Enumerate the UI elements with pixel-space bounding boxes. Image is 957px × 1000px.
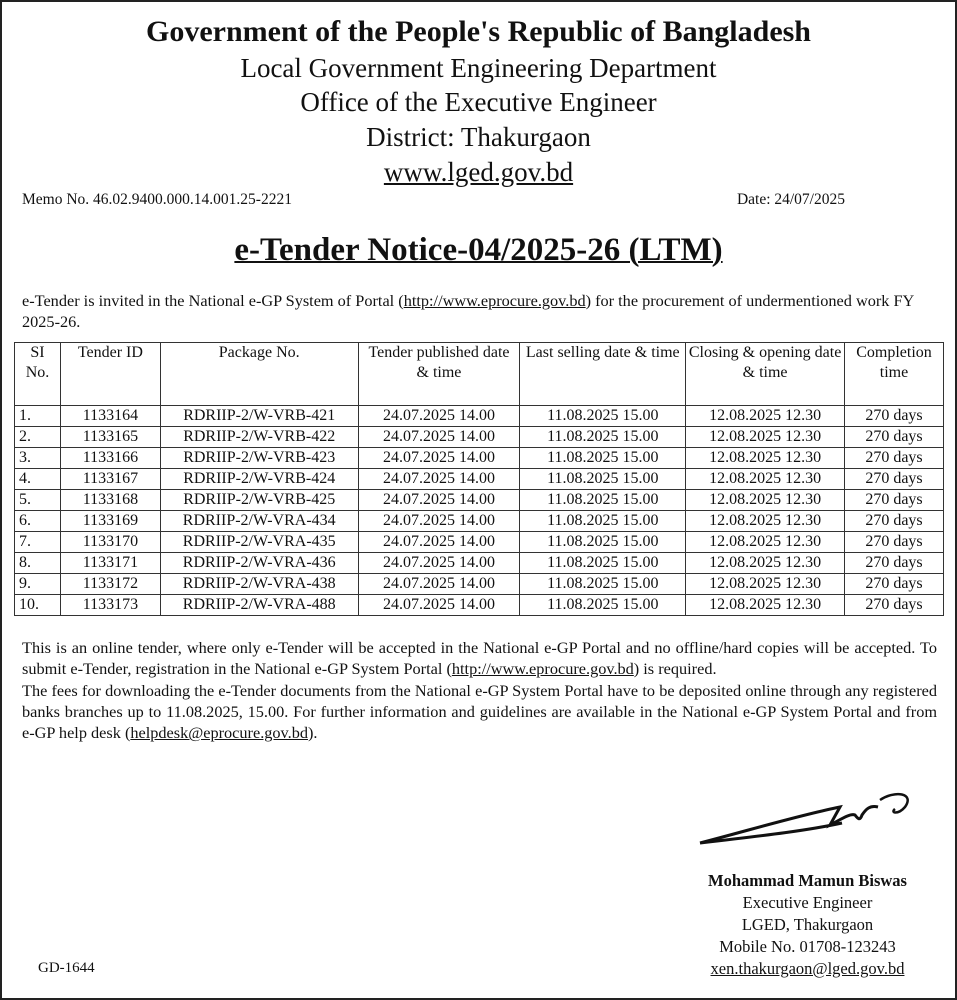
column-header: Last selling date & time [520,343,686,406]
column-header: Package No. [160,343,358,406]
table-cell: RDRIIP-2/W-VRB-422 [160,427,358,448]
table-cell: 12.08.2025 12.30 [686,448,845,469]
table-cell: 1133170 [60,532,160,553]
table-cell: 24.07.2025 14.00 [358,427,520,448]
table-cell: 11.08.2025 15.00 [520,532,686,553]
column-header: Tender ID [60,343,160,406]
table-row [15,511,944,532]
memo-number: Memo No. 46.02.9400.000.14.001.25-2221 [22,191,292,208]
table-cell: 11.08.2025 15.00 [520,406,686,427]
table-cell: 7. [15,532,61,553]
table-cell: RDRIIP-2/W-VRA-435 [160,532,358,553]
table-cell: 12.08.2025 12.30 [686,511,845,532]
signatory-block [680,870,935,980]
department-heading: Local Government Engineering Department [240,53,717,83]
table-cell: 1133171 [60,553,160,574]
table-cell: 1133168 [60,490,160,511]
table-cell: 11.08.2025 15.00 [520,553,686,574]
signatory-name: Mohammad Mamun Biswas [708,871,907,890]
table-row [15,595,944,616]
table-cell: 270 days [844,574,943,595]
table-cell: 11.08.2025 15.00 [520,574,686,595]
table-cell: 270 days [844,532,943,553]
table-cell: RDRIIP-2/W-VRA-488 [160,595,358,616]
table-row [15,469,944,490]
table-cell: 5. [15,490,61,511]
table-cell: 1133173 [60,595,160,616]
instructions [22,637,937,743]
table-cell: RDRIIP-2/W-VRA-436 [160,553,358,574]
table-cell: 270 days [844,490,943,511]
column-header: Tender published date & time [358,343,520,406]
table-cell: 12.08.2025 12.30 [686,574,845,595]
table-cell: 9. [15,574,61,595]
table-cell: 24.07.2025 14.00 [358,595,520,616]
office-heading: Office of the Executive Engineer [300,87,657,117]
table-cell: RDRIIP-2/W-VRA-438 [160,574,358,595]
table-cell: 24.07.2025 14.00 [358,511,520,532]
table-cell: RDRIIP-2/W-VRB-424 [160,469,358,490]
table-cell: 270 days [844,511,943,532]
government-heading: Government of the People's Republic of Bangladesh [146,15,811,48]
table-cell: 8. [15,553,61,574]
column-header: SI No. [15,343,61,406]
table-cell: 24.07.2025 14.00 [358,448,520,469]
helpdesk-email-link[interactable]: helpdesk@eprocure.gov.bd [130,723,308,743]
gd-number: GD-1644 [38,960,95,976]
table-cell: 11.08.2025 15.00 [520,511,686,532]
table-cell: 4. [15,469,61,490]
intro-text: e-Tender is invited in the National e-GP System of Portal (http://www.eprocure.gov.bd) for the procurement of undermentioned work FY 2025-26. [22,291,914,331]
signatory-email-link[interactable]: xen.thakurgaon@lged.gov.bd [710,959,905,978]
table-cell: 1133167 [60,469,160,490]
signatory-office: LGED, Thakurgaon [741,915,874,934]
table-cell: 1. [15,406,61,427]
table-row [15,553,944,574]
instruction-fees: The fees for downloading the e-Tender documents from the National e-GP System Portal have to be deposited online through any registered banks branches up to 11.08.2025, 15.00. For further information and guidelines are available in the National e-GP System Portal and from e-GP help desk (helpdesk@eprocure.gov.bd). [22,680,937,743]
notice-date: Date: 24/07/2025 [736,191,845,208]
column-header: Completion time [844,343,943,406]
table-cell: 270 days [844,427,943,448]
table-cell: 24.07.2025 14.00 [358,532,520,553]
table-cell: 12.08.2025 12.30 [686,532,845,553]
table-cell: 24.07.2025 14.00 [358,406,520,427]
table-cell: 11.08.2025 15.00 [520,490,686,511]
website-link[interactable]: www.lged.gov.bd [383,157,574,187]
eprocure-link[interactable]: http://www.eprocure.gov.bd [403,291,586,310]
table-cell: 12.08.2025 12.30 [686,553,845,574]
table-row [15,574,944,595]
table-cell: 1133166 [60,448,160,469]
signature [690,785,920,855]
table-cell: 1133169 [60,511,160,532]
table-row [15,490,944,511]
table-cell: 270 days [844,595,943,616]
notice-title: e-Tender Notice-04/2025-26 (LTM) [234,232,723,268]
table-cell: 1133164 [60,406,160,427]
eprocure-link-2[interactable]: http://www.eprocure.gov.bd [451,659,634,679]
table-cell: 24.07.2025 14.00 [358,574,520,595]
table-cell: RDRIIP-2/W-VRB-421 [160,406,358,427]
table-cell: 270 days [844,406,943,427]
table-cell: 270 days [844,448,943,469]
table-cell: 24.07.2025 14.00 [358,490,520,511]
table-cell: 270 days [844,469,943,490]
table-cell: 12.08.2025 12.30 [686,427,845,448]
column-header: Closing & opening date & time [686,343,845,406]
table-cell: 24.07.2025 14.00 [358,469,520,490]
instruction-online: This is an online tender, where only e-Tender will be accepted in the National e-GP Portal and no offline/hard copies will be accepted. To submit e-Tender, registration in the National e-GP System Portal (http://www.eprocure.gov.bd) is required. [22,638,937,679]
table-cell: 11.08.2025 15.00 [520,469,686,490]
table-cell: 11.08.2025 15.00 [520,595,686,616]
table-cell: 12.08.2025 12.30 [686,406,845,427]
table-cell: 12.08.2025 12.30 [686,469,845,490]
signatory-designation: Executive Engineer [742,893,873,912]
table-cell: 1133172 [60,574,160,595]
table-cell: 270 days [844,553,943,574]
table-cell: RDRIIP-2/W-VRB-425 [160,490,358,511]
table-row [15,427,944,448]
district-heading: District: Thakurgaon [366,122,591,152]
table-cell: 11.08.2025 15.00 [520,427,686,448]
table-row [15,406,944,427]
table-row [15,448,944,469]
table-cell: 3. [15,448,61,469]
table-cell: 24.07.2025 14.00 [358,553,520,574]
table-cell: 12.08.2025 12.30 [686,490,845,511]
table-cell: 1133165 [60,427,160,448]
table-cell: 12.08.2025 12.30 [686,595,845,616]
signatory-mobile: Mobile No. 01708-123243 [719,937,896,956]
tender-table [14,342,944,616]
table-cell: 2. [15,427,61,448]
table-row [15,532,944,553]
table-cell: RDRIIP-2/W-VRA-434 [160,511,358,532]
table-cell: 11.08.2025 15.00 [520,448,686,469]
table-cell: 10. [15,595,61,616]
table-cell: RDRIIP-2/W-VRB-423 [160,448,358,469]
table-cell: 6. [15,511,61,532]
